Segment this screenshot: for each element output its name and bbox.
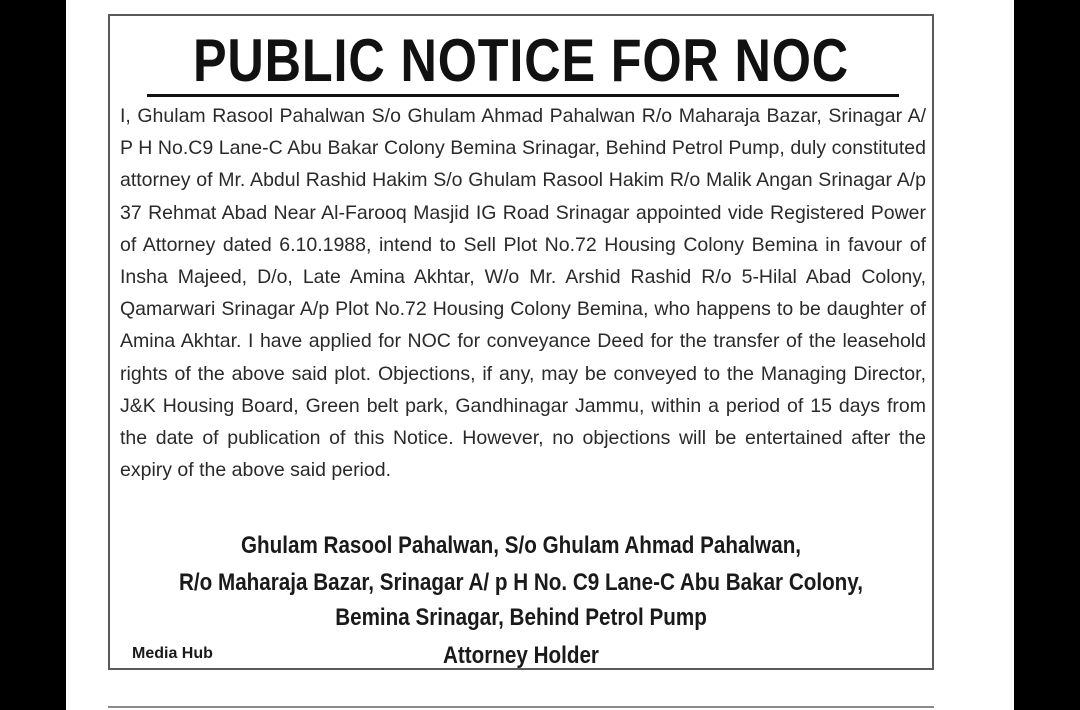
- next-notice-border: [108, 706, 934, 708]
- signature-address-line: R/o Maharaja Bazar, Srinagar A/ p H No. C9 Lane-C Abu Bakar Colony,: [179, 569, 863, 596]
- newspaper-page: [66, 0, 1014, 710]
- notice-title: PUBLIC NOTICE FOR NOC: [192, 27, 850, 94]
- agency-credit: Media Hub: [132, 645, 213, 662]
- signature-name-line: Ghulam Rasool Pahalwan, S/o Ghulam Ahmad Pahalwan,: [240, 532, 802, 559]
- public-notice-box: [108, 14, 934, 670]
- title-underline: [147, 94, 899, 97]
- signature-locality-line: Bemina Srinagar, Behind Petrol Pump: [335, 604, 707, 631]
- signature-role-line: Attorney Holder: [443, 642, 599, 669]
- notice-body: I, Ghulam Rasool Pahalwan S/o Ghulam Ahmad Pahalwan R/o Maharaja Bazar, Srinagar A/ P H No.C9 Lane-C Abu Bakar Colony Bemina Srinagar, Behind Petrol Pump, duly constituted attorney of Mr. Abdul Rashid Hakim S/o Ghulam Rasool Hakim R/o Malik Angan Srinagar A/p 37 Rehmat Abad Near Al-Farooq Masjid IG Road Srinagar appointed vide Registered Power of Attorney dated 6.10.1988, intend to Sell Plot No.72 Housing Colony Bemina in favour of Insha Majeed, D/o, Late Amina Akhtar, W/o Mr. Arshid Rashid R/o 5-Hilal Abad Colony, Qamarwari Srinagar A/p Plot No.72 Housing Colony Bemina, who happens to be daughter of Amina Akhtar. I have applied for NOC for conveyance Deed for the transfer of the leasehold rights of the above said plot. Objections, if any, may be conveyed to the Managing Director, J&K Housing Board, Green belt park, Gandhinagar Jammu, within a period of 15 days from the date of publication of this Notice. However, no objections will be entertained after the expiry of the above said period.: [120, 105, 926, 482]
